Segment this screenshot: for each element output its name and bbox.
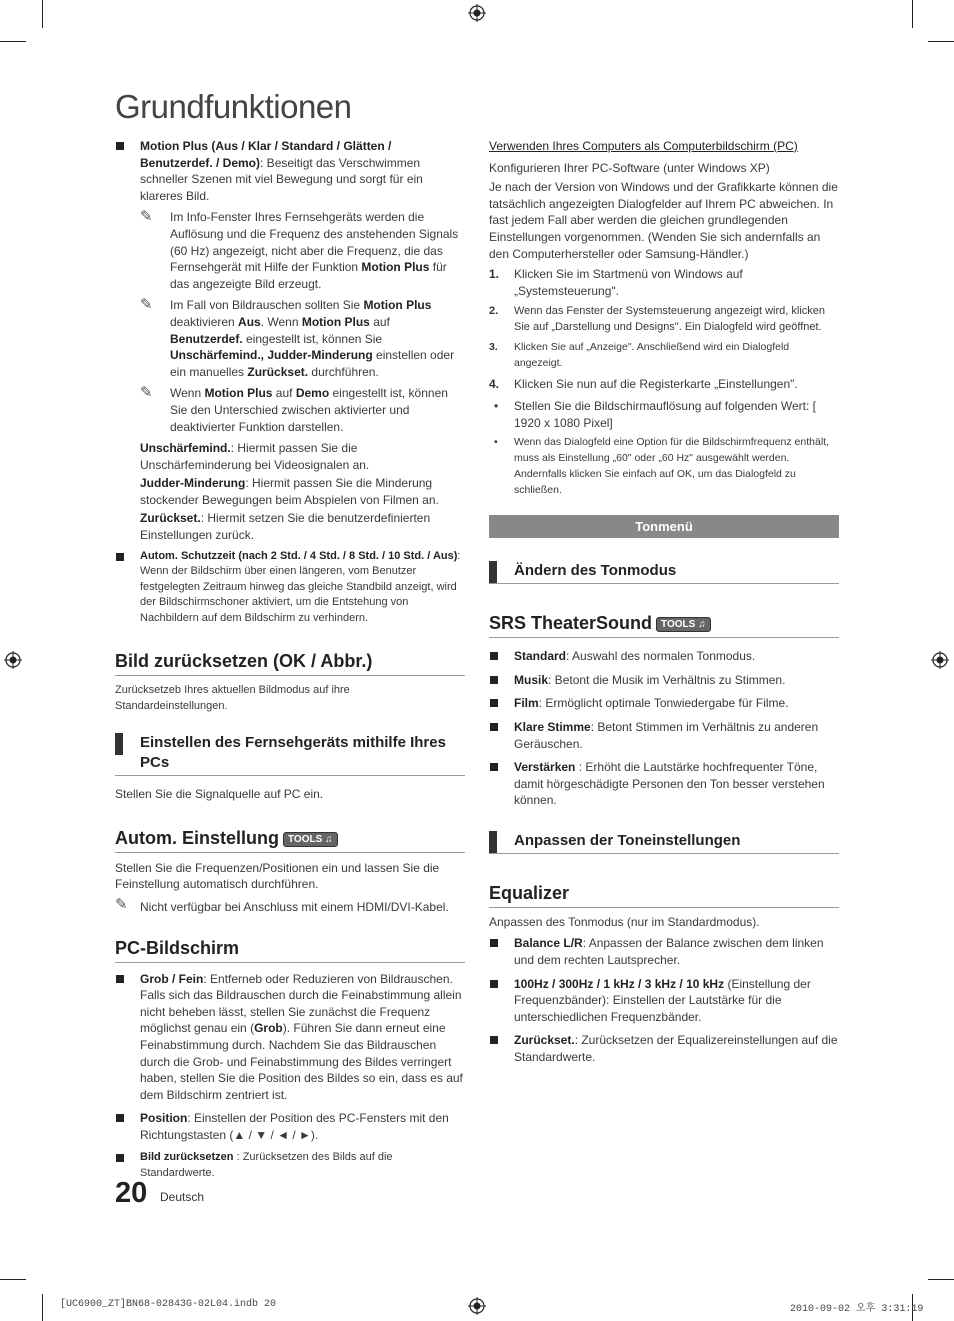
heading-aendern-tonmodus: Ändern des Tonmodus [489, 561, 839, 584]
registration-mark-icon [4, 651, 22, 669]
page-title: Grundfunktionen [115, 88, 352, 125]
bullet-item: • Stellen Sie die Bildschirmauflösung auf folgenden Wert: [ 1920 x 1080 Pixel] [489, 398, 839, 431]
language-label: Deutsch [160, 1190, 205, 1204]
note-icon: ✎ [140, 296, 153, 314]
right-column [489, 138, 839, 1066]
page-number: 20 [115, 1177, 148, 1209]
autom-schutzzeit-item: Autom. Schutzzeit (nach 2 Std. / 4 Std. / 8 Std. / 10 Std. / Aus): Wenn der Bildschirm über einen längeren, vom Benutzer festgelegten Zeitraum hinweg das gleiche Standbild anzeigt, wird der Bildschirmschoner aktiviert, um die Entstehung von Nachbildern auf dem Bildschirm zu verhindern. [115, 549, 465, 627]
step-item: 1. Klicken Sie im Startmenü von Windows auf „Systemsteuerung". [489, 267, 743, 298]
crop-mark [42, 1294, 43, 1321]
tools-icon: TOOLS ♫ [656, 617, 711, 632]
pc-intro: Je nach der Version von Windows und der Grafikkarte können die tatsächlich angezeigten Dialogfelder auf Ihrem PC abweichen. In fast jedem Fall aber werden die gleichen grundlegenden Einstellungen vorgenommen. (Wenden Sie sich andernfalls an den Computerhersteller oder Samsung-Händler.) [489, 180, 838, 261]
registration-mark-icon [931, 651, 949, 669]
heading-srs-theatersound: SRS TheaterSound TOOLS ♫ [489, 612, 839, 638]
note: ✎ Im Fall von Bildrauschen sollten Sie Motion Plus deaktivieren Aus. Wenn Motion Plus auf Benutzerdef. eingestellt ist, können Sie Unschärfemind., Judder-Minderung einstellen oder ein manuelles Zurückset. durchführen. [140, 296, 455, 379]
step-item: 4. Klicken Sie nun auf die Registerkarte „Einstellungen". [489, 377, 798, 392]
heading-equalizer: Equalizer [489, 882, 839, 908]
pc-subheading: Konfigurieren Ihrer PC-Software (unter Windows XP) [489, 160, 770, 175]
judder-text: Judder-Minderung: Hiermit passen Sie die Minderung stockender Bewegungen beim Abspielen von Filmen an. [140, 476, 439, 507]
motion-plus-item: Motion Plus (Aus / Klar / Standard / Glätten / Benutzerdef. / Demo): Beseitigt das Verschwimmen schneller Szenen mit viel Bewegung und sorgt für ein klareres Bild. [115, 138, 465, 204]
note: ✎ Im Info-Fenster Ihres Fernsehgeräts werden die Auflösung und die Frequenz des anstehenden Signals (60 Hz) angezeigt, nicht aber die Frequenz, die das Fernsehgerät mit Hilfe der Funktion Motion Plus für das angezeigte Bild erzeugt. [140, 208, 459, 291]
equalizer-item: Zurückset.: Zurücksetzen der Equalizereinstellungen auf die Standardwerte. [489, 1032, 839, 1065]
registration-mark-icon [468, 1297, 486, 1315]
heading-anpassen-toneinstellungen: Anpassen der Toneinstellungen [489, 831, 839, 854]
footer-timestamp: 2010-09-02 오후 3:31:19 [790, 1304, 924, 1315]
note: ✎ Wenn Motion Plus auf Demo eingestellt ist, können Sie den Unterschied zwischen aktivierter und deaktivierter Funktion darstellen. [140, 384, 448, 434]
bullet-item: • Wenn das Dialogfeld eine Option für die Bildschirmfrequenz enthält, muss als Einstellung „60" oder „60 Hz" ausgewählt werden. Andernfalls klicken Sie einfach auf OK, um das Dialogfeld zu schließen. [489, 434, 839, 498]
unscharfe-text: Unschärfemind.: Hiermit passen Sie die Unschärfeminderung bei Videosignalen an. [140, 441, 370, 472]
heading-einstellen-pc: Einstellen des Fernsehgeräts mithilfe Ihres PCs [115, 733, 465, 776]
position-item: Position: Einstellen der Position des PC-Fensters mit den Richtungstasten (▲ / ▼ / ◄ / ►). [115, 1110, 465, 1143]
equalizer-item: 100Hz / 300Hz / 1 kHz / 3 kHz / 10 kHz (Einstellung der Frequenzbänder): Einstellen der Lautstärke für die unterschiedlichen Frequenzbänder. [489, 976, 839, 1026]
srs-item: Verstärken : Erhöht die Lautstärke hochfrequenter Töne, damit hörgeschädigte Personen den Ton besser verstehen können. [489, 759, 839, 809]
grob-fein-item: Grob / Fein: Entferneb oder Reduzieren von Bildrauschen. Falls sich das Bildrauschen durch die Feinabstimmung allein nicht beheben lässt, stellen Sie zunächst die Frequenz möglichst genau ein (Grob). Führen Sie dann erneut eine Feinabstimmung durch. Nachdem Sie das Bildrauschen durch die Grob- und Feinabstimmung des Bildes verringert haben, stellen Sie die Position des Bildes so ein, dass es auf dem Bildschirm zentriert ist. [115, 971, 465, 1104]
equalizer-text: Anpassen des Tonmodus (nur im Standardmodus). [489, 914, 760, 929]
note-icon: ✎ [140, 384, 153, 402]
srs-item: Klare Stimme: Betont Stimmen im Verhältnis zu anderen Geräuschen. [489, 719, 839, 752]
crop-mark [928, 41, 954, 42]
autom-note: ✎ Nicht verfügbar bei Anschluss mit einem HDMI/DVI-Kabel. [115, 895, 449, 914]
step-item: 2. Wenn das Fenster der Systemsteuerung angezeigt wird, klicken Sie auf „Darstellung und Designs". Ein Dialogfeld wird geöffnet. [489, 305, 826, 333]
registration-mark-icon [468, 4, 486, 22]
step-item: 3. Klicken Sie auf „Anzeige". Anschließend wird ein Dialogfeld angezeigt. [489, 341, 790, 369]
note-icon: ✎ [115, 895, 128, 913]
bild-zuruecksetzen-item: Bild zurücksetzen : Zurücksetzen des Bilds auf die Standardwerte. [115, 1150, 465, 1181]
pc-heading: Verwenden Ihres Computers als Computerbildschirm (PC) [489, 139, 798, 153]
crop-mark [0, 41, 26, 42]
srs-item: Musik: Betont die Musik im Verhältnis zu Stimmen. [489, 672, 839, 689]
autom-text: Stellen Sie die Frequenzen/Positionen ein und lassen Sie die Feinstellung automatisch durchführen. [115, 860, 440, 892]
einstellen-pc-text: Stellen Sie die Signalquelle auf PC ein. [115, 787, 324, 802]
crop-mark [42, 0, 43, 28]
tonmenu-bar: Tonmenü [489, 515, 839, 538]
heading-bild-zuruecksetzen: Bild zurücksetzen (OK / Abbr.) [115, 650, 465, 676]
footer-file-info: [UC6900_ZT]BN68-02843G-02L04.indb 20 [60, 1299, 277, 1310]
heading-autom-einstellung: Autom. Einstellung TOOLS ♫ [115, 827, 465, 853]
crop-mark [928, 1279, 954, 1280]
srs-item: Standard: Auswahl des normalen Tonmodus. [489, 648, 839, 665]
srs-item: Film: Ermöglicht optimale Tonwiedergabe für Filme. [489, 695, 839, 712]
bild-reset-text: Zurücksetzeb Ihres aktuellen Bildmodus auf ihre Standardeinstellungen. [115, 684, 350, 712]
tools-icon: TOOLS ♫ [283, 832, 338, 847]
crop-mark [912, 0, 913, 28]
crop-mark [0, 1279, 26, 1280]
left-column [115, 138, 465, 1181]
note-icon: ✎ [140, 208, 153, 226]
heading-pc-bildschirm: PC-Bildschirm [115, 937, 465, 963]
equalizer-item: Balance L/R: Anpassen der Balance zwischen dem linken und dem rechten Lautsprecher. [489, 935, 839, 968]
zuruckset-text: Zurückset.: Hiermit setzen Sie die benutzerdefinierten Einstellungen zurück. [140, 511, 431, 543]
